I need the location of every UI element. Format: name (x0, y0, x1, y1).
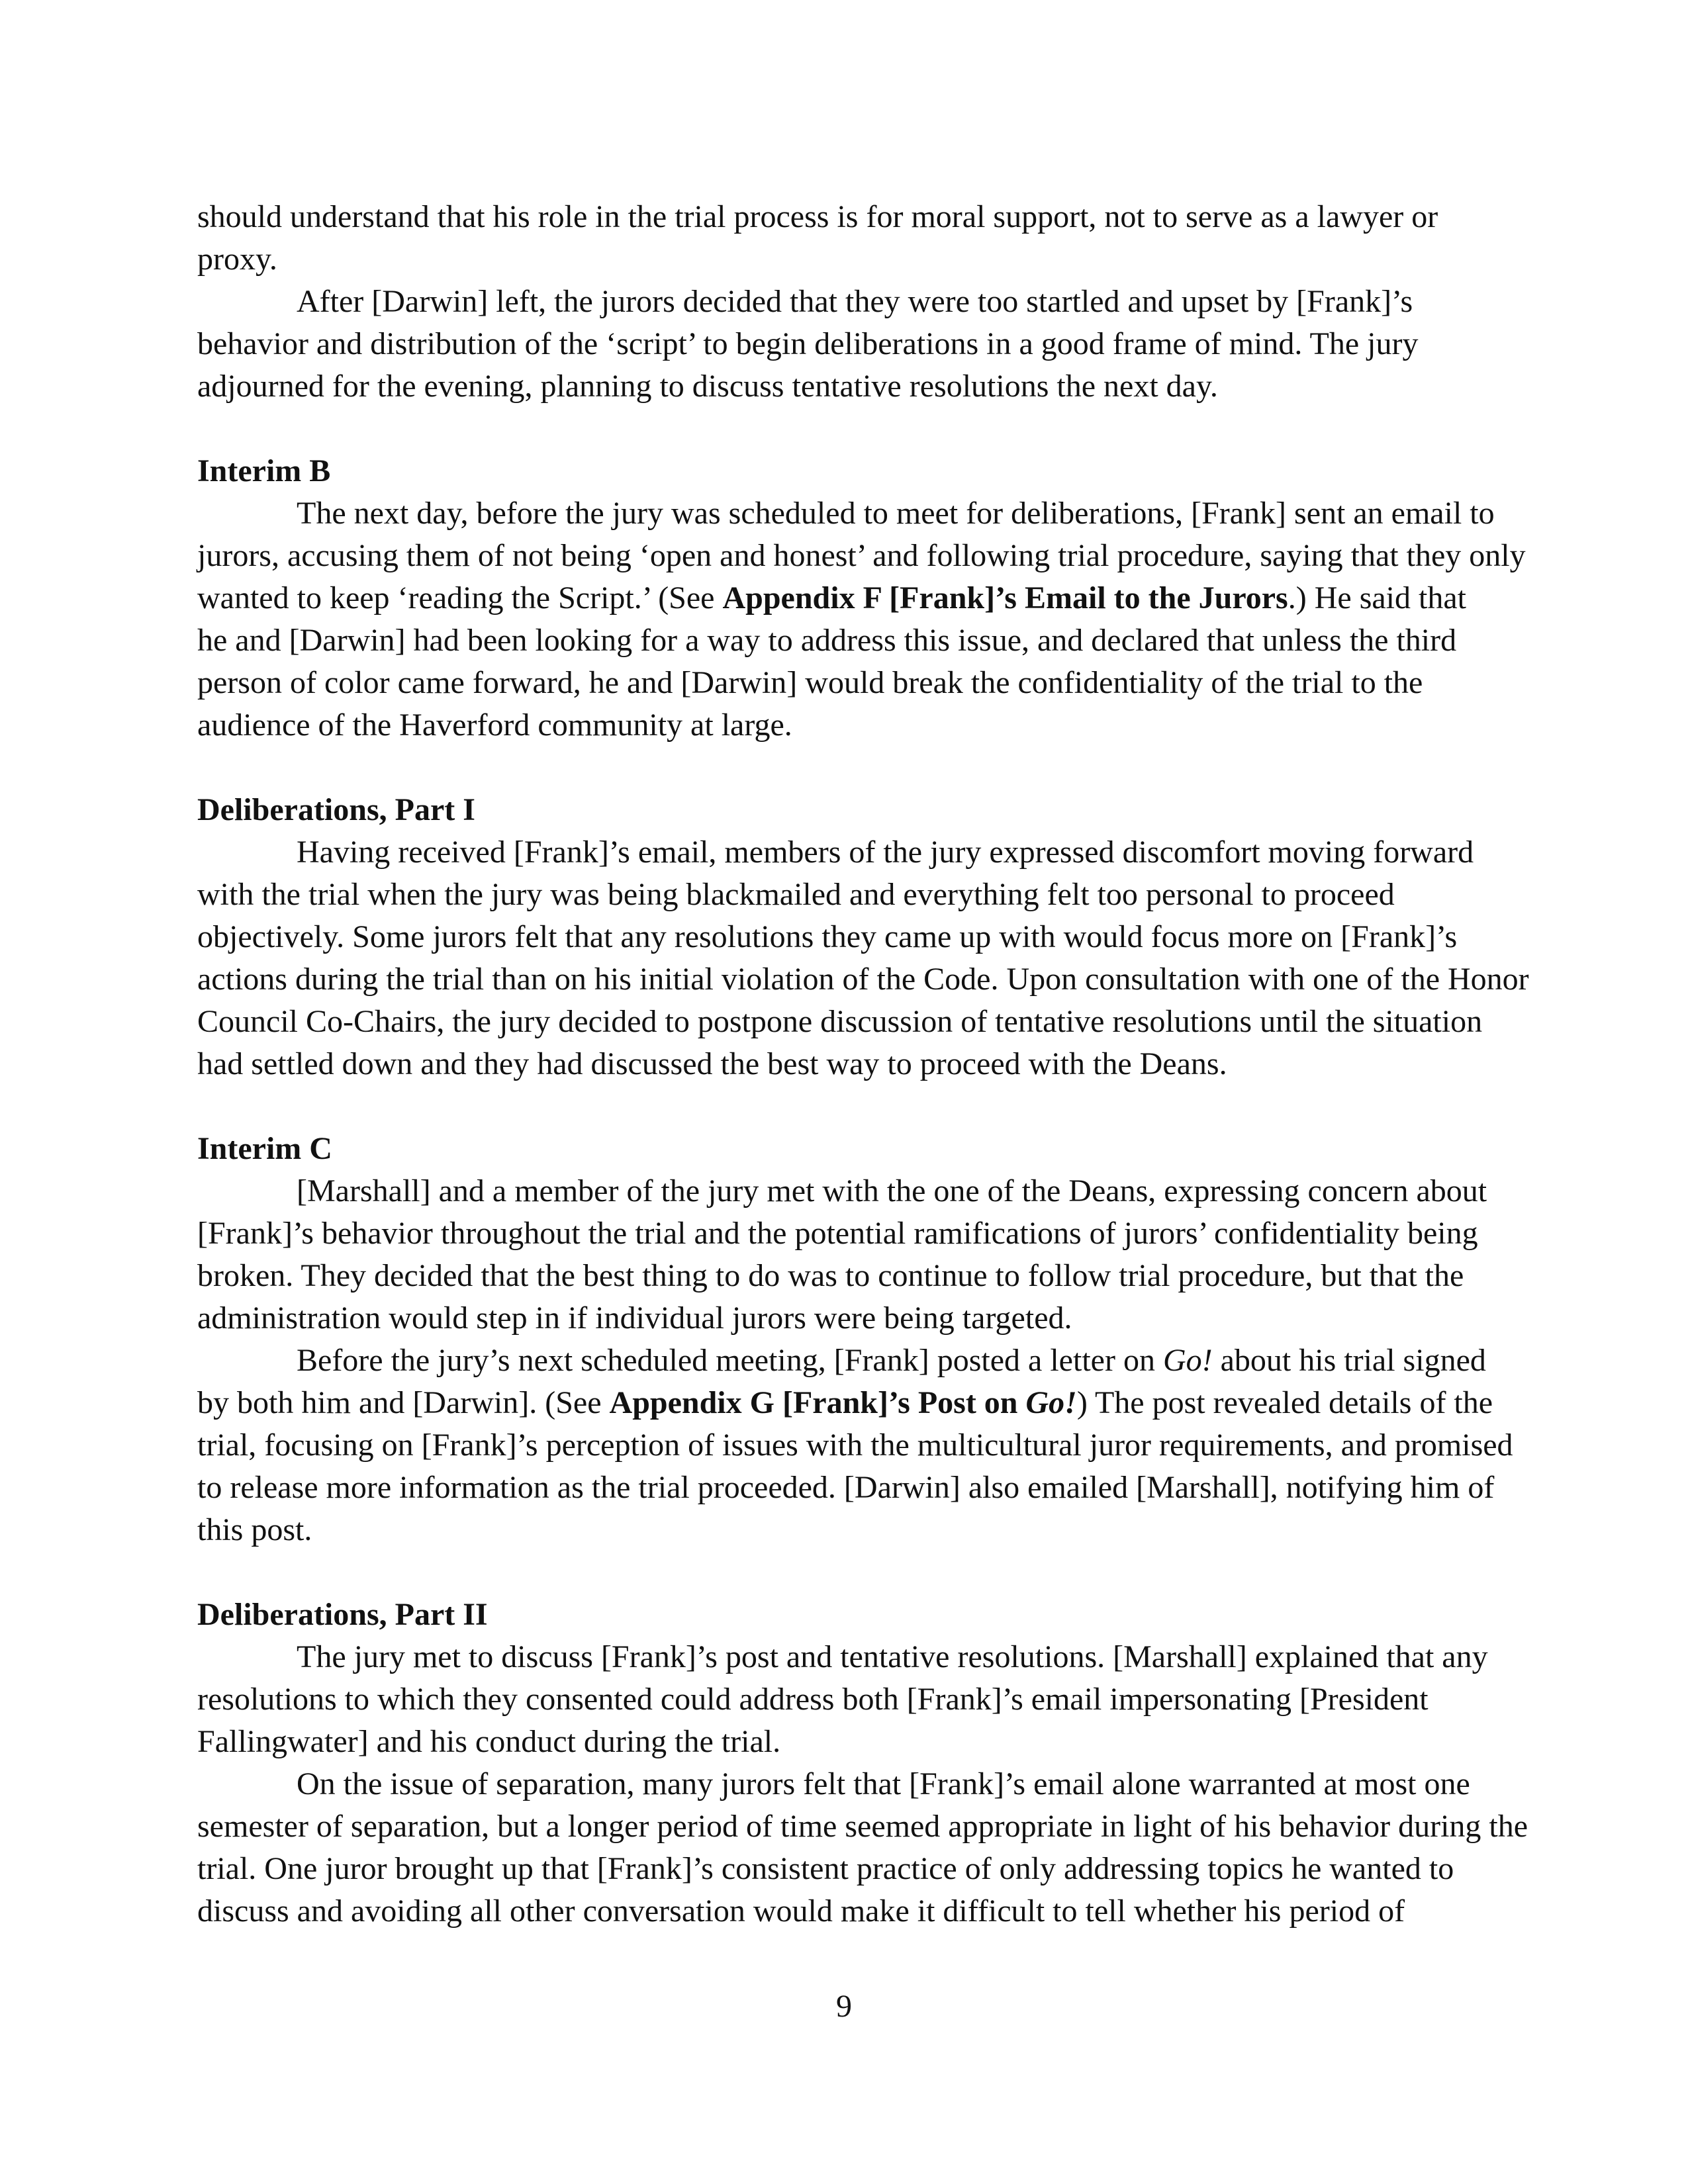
text-line: to release more information as the trial proceeded. [Darwin] also emailed [Marshall], notifying him of (197, 1470, 1495, 1505)
text-line: broken. They decided that the best thing to do was to continue to follow trial procedure, but that the (197, 1258, 1464, 1293)
section-heading-deliberations-part-1: Deliberations, Part I (197, 792, 475, 827)
go-publication-name: Go! (1025, 1385, 1077, 1420)
text-line: with the trial when the jury was being blackmailed and everything felt too personal to proceed (197, 877, 1395, 912)
deliberations-part-2-paragraph-2 (197, 1763, 1574, 1933)
document-page (197, 196, 1574, 1933)
text-run: .) He said that (1288, 580, 1466, 615)
text-line: trial. One juror brought up that [Frank]’s consistent practice of only addressing topics he wanted to (197, 1851, 1454, 1886)
go-publication-name: Go! (1162, 1343, 1213, 1378)
text-line: The jury met to discuss [Frank]’s post and tentative resolutions. [Marshall] explained that any (297, 1639, 1488, 1674)
text-line: he and [Darwin] had been looking for a way to address this issue, and declared that unless the third (197, 623, 1457, 658)
section-heading-deliberations-part-2: Deliberations, Part II (197, 1597, 488, 1632)
text-line: Fallingwater] and his conduct during the trial. (197, 1724, 781, 1759)
intro-paragraph-2 (197, 281, 1574, 408)
text-line: After [Darwin] left, the jurors decided that they were too startled and upset by [Frank]’s (297, 284, 1413, 319)
appendix-g-reference: Appendix G [Frank]’s Post on (609, 1385, 1026, 1420)
text-line: [Marshall] and a member of the jury met with the one of the Deans, expressing concern about (297, 1173, 1487, 1208)
interim-b-paragraph (197, 492, 1574, 747)
text-line: behavior and distribution of the ‘script’ to begin deliberations in a good frame of mind. The jury (197, 326, 1419, 361)
deliberations-part-1-paragraph (197, 831, 1574, 1085)
text-line: adjourned for the evening, planning to discuss tentative resolutions the next day. (197, 369, 1218, 404)
text-line: objectively. Some jurors felt that any resolutions they came up with would focus more on [Frank]’s (197, 919, 1458, 954)
section-heading-interim-c: Interim C (197, 1131, 332, 1166)
text-line: jurors, accusing them of not being ‘open and honest’ and following trial procedure, saying that they only (197, 538, 1526, 573)
text-line: trial, focusing on [Frank]’s perception of issues with the multicultural juror requirements, and promised (197, 1428, 1513, 1463)
text-line (197, 1382, 1574, 1424)
text-run: wanted to keep ‘reading the Script.’ (See (197, 580, 723, 615)
text-line (197, 1340, 1574, 1382)
page-number: 9 (836, 1989, 852, 2024)
text-line: discuss and avoiding all other conversation would make it difficult to tell whether his period of (197, 1893, 1405, 1929)
text-line: [Frank]’s behavior throughout the trial and the potential ramifications of jurors’ confidentiality being (197, 1216, 1478, 1251)
text-line: On the issue of separation, many jurors felt that [Frank]’s email alone warranted at most one (297, 1766, 1470, 1801)
text-line: audience of the Haverford community at large. (197, 707, 792, 743)
text-line: person of color came forward, he and [Darwin] would break the confidentiality of the trial to the (197, 665, 1423, 700)
text-line: Having received [Frank]’s email, members of the jury expressed discomfort moving forward (297, 835, 1474, 870)
text-line: had settled down and they had discussed the best way to proceed with the Deans. (197, 1046, 1227, 1081)
text-line: semester of separation, but a longer period of time seemed appropriate in light of his behavior during the (197, 1809, 1528, 1844)
intro-paragraph-continued (197, 196, 1574, 281)
text-run: by both him and [Darwin]. (See (197, 1385, 610, 1420)
text-line: The next day, before the jury was scheduled to meet for deliberations, [Frank] sent an email to (297, 496, 1495, 531)
text-line: should understand that his role in the trial process is for moral support, not to serve as a lawyer or (197, 199, 1438, 234)
section-heading-interim-b: Interim B (197, 453, 331, 488)
interim-c-paragraph-2 (197, 1340, 1574, 1551)
text-line: this post. (197, 1512, 312, 1547)
text-line: actions during the trial than on his initial violation of the Code. Upon consultation with one of the Honor (197, 962, 1529, 997)
text-line: Council Co-Chairs, the jury decided to postpone discussion of tentative resolutions until the situation (197, 1004, 1483, 1039)
appendix-f-reference: Appendix F [Frank]’s Email to the Jurors (722, 580, 1288, 615)
text-run: about his trial signed (1212, 1343, 1486, 1378)
deliberations-part-2-paragraph-1 (197, 1636, 1574, 1763)
text-line: proxy. (197, 242, 277, 277)
text-run: ) The post revealed details of the (1076, 1385, 1493, 1420)
text-run: Before the jury’s next scheduled meeting, [Frank] posted a letter on (297, 1343, 1163, 1378)
interim-c-paragraph-1 (197, 1170, 1574, 1340)
text-line: resolutions to which they consented could address both [Frank]’s email impersonating [President (197, 1682, 1429, 1717)
text-line: administration would step in if individual jurors were being targeted. (197, 1300, 1072, 1336)
text-line (197, 577, 1574, 619)
